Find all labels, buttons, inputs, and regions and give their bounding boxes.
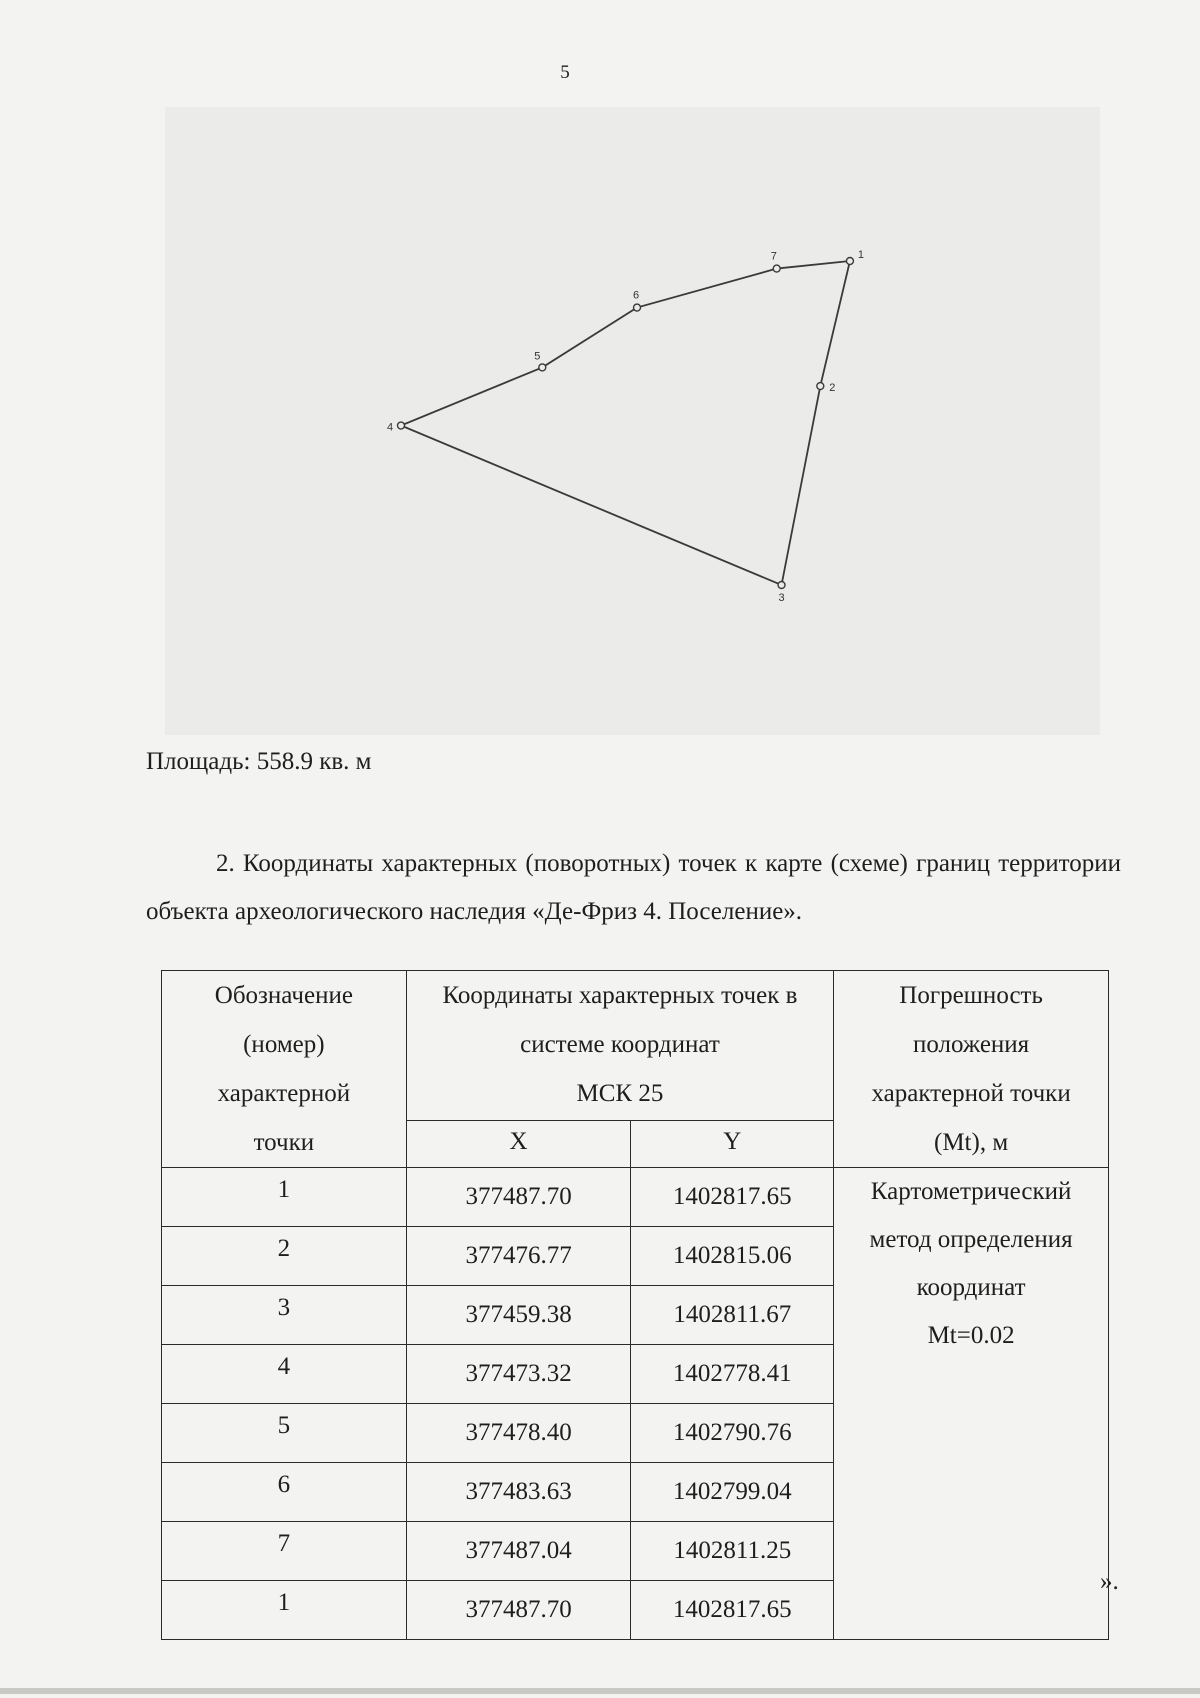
vertex-point bbox=[773, 265, 780, 272]
y-value: 1402790.76 bbox=[631, 1404, 834, 1463]
point-number: 5 bbox=[162, 1404, 407, 1463]
x-value: 377473.32 bbox=[406, 1345, 631, 1404]
header-coordinates: Координаты характерных точек в системе координат МСК 25 bbox=[406, 971, 833, 1121]
boundary-diagram bbox=[165, 107, 1100, 735]
header-y: Y bbox=[631, 1121, 834, 1168]
point-number: 1 bbox=[162, 1168, 407, 1227]
vertex-point bbox=[398, 422, 405, 429]
vertex-point bbox=[778, 582, 785, 589]
x-value: 377476.77 bbox=[406, 1227, 631, 1286]
vertex-point bbox=[846, 258, 853, 265]
table-row bbox=[162, 1168, 1109, 1227]
y-value: 1402815.06 bbox=[631, 1227, 834, 1286]
point-number: 3 bbox=[162, 1286, 407, 1345]
header-accuracy: Погрешность положения характерной точки (Mt), м bbox=[834, 971, 1109, 1168]
x-value: 377487.70 bbox=[406, 1168, 631, 1227]
method-cell: Картометрический метод определения координат Mt=0.02 bbox=[834, 1168, 1109, 1640]
x-value: 377487.70 bbox=[406, 1581, 631, 1640]
point-number: 7 bbox=[162, 1522, 407, 1581]
bottom-rule bbox=[0, 1688, 1200, 1694]
table-header-row bbox=[162, 971, 1109, 1121]
x-value: 377478.40 bbox=[406, 1404, 631, 1463]
page-number: 5 bbox=[560, 62, 570, 83]
vertex-label: 1 bbox=[857, 249, 865, 261]
x-value: 377483.63 bbox=[406, 1463, 631, 1522]
vertex-label: 4 bbox=[387, 421, 394, 434]
vertex-point bbox=[539, 364, 546, 371]
vertex-label: 2 bbox=[829, 382, 836, 395]
coordinates-paragraph: 2. Координаты характерных (поворотных) точек к карте (схеме) границ территории объекта археологического наследия «Де-Фриз 4. Поселение». bbox=[146, 850, 1121, 925]
point-number: 1 bbox=[162, 1581, 407, 1640]
y-value: 1402817.65 bbox=[631, 1581, 834, 1640]
y-value: 1402778.41 bbox=[631, 1345, 834, 1404]
x-value: 377487.04 bbox=[406, 1522, 631, 1581]
point-number: 4 bbox=[162, 1345, 407, 1404]
header-point-designation: Обозначение (номер) характерной точки bbox=[162, 971, 407, 1168]
boundary-polygon bbox=[401, 261, 850, 585]
x-value: 377459.38 bbox=[406, 1286, 631, 1345]
vertex-label: 7 bbox=[770, 250, 777, 263]
vertex-point bbox=[634, 304, 641, 311]
y-value: 1402799.04 bbox=[631, 1463, 834, 1522]
closing-quote: ». bbox=[1100, 1568, 1119, 1595]
header-x: X bbox=[406, 1121, 631, 1168]
boundary-diagram-svg bbox=[165, 107, 1100, 735]
vertex-label: 3 bbox=[778, 592, 785, 604]
vertex-label: 6 bbox=[633, 289, 640, 302]
coordinates-table bbox=[161, 970, 1109, 1640]
y-value: 1402811.25 bbox=[631, 1522, 834, 1581]
area-text: Площадь: 558.9 кв. м bbox=[146, 748, 372, 775]
y-value: 1402817.65 bbox=[631, 1168, 834, 1227]
point-number: 2 bbox=[162, 1227, 407, 1286]
vertex-point bbox=[817, 383, 824, 390]
vertex-label: 5 bbox=[534, 350, 541, 363]
point-number: 6 bbox=[162, 1463, 407, 1522]
y-value: 1402811.67 bbox=[631, 1286, 834, 1345]
